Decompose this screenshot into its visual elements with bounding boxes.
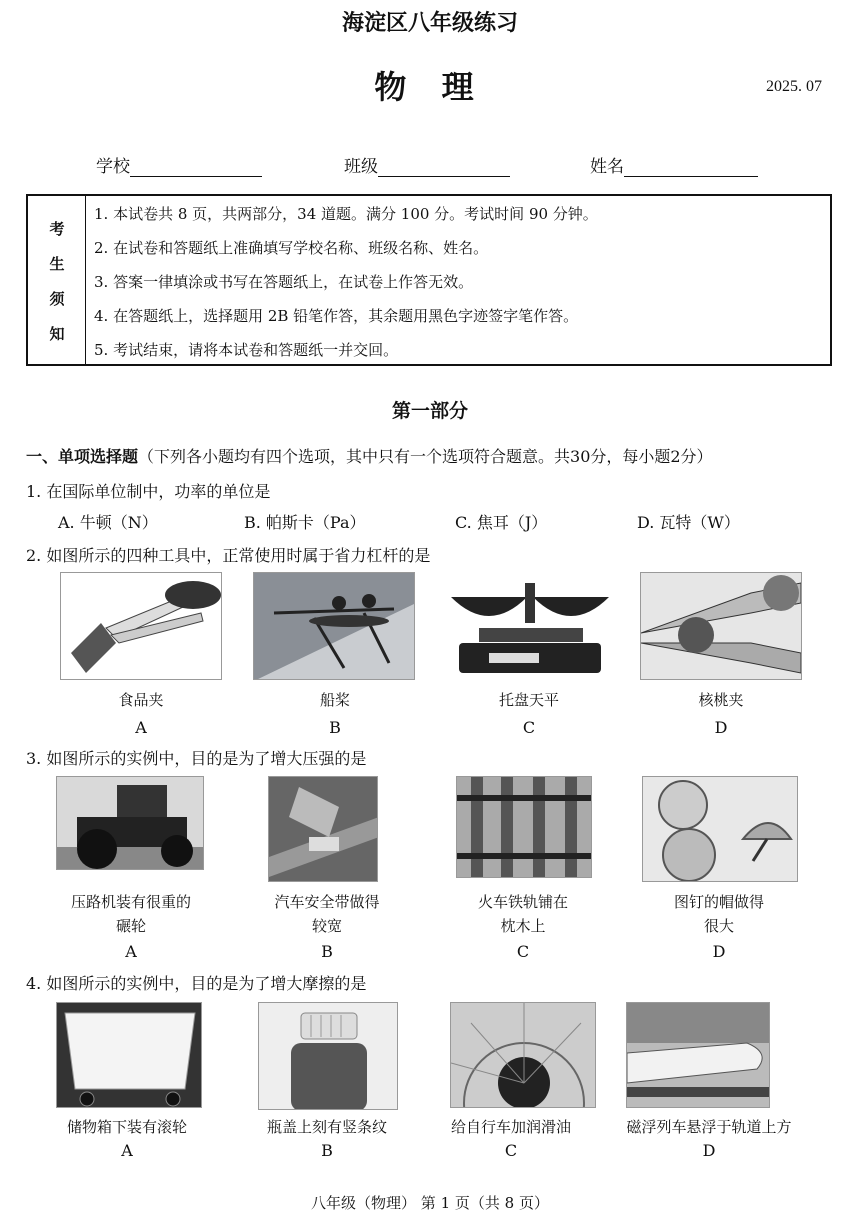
- nutcracker-image: [640, 572, 802, 680]
- notice-item: 5. 考试结束，请将本试卷和答题纸一并交回。: [94, 341, 399, 359]
- thumbtack-image: [642, 776, 798, 882]
- q1-option-d: D. 瓦特（W）: [637, 513, 740, 532]
- q3-letter-a: A: [125, 942, 137, 961]
- notice-side-char: 知: [49, 325, 65, 343]
- notice-item: 4. 在答题纸上，选择题用 2B 铅笔作答，其余题用黑色字迹签字笔作答。: [94, 307, 579, 325]
- name-blank: [624, 159, 758, 177]
- bicycle-oil-image: [450, 1002, 596, 1108]
- q4-caption-d: 磁浮列车悬浮于轨道上方: [626, 1118, 792, 1136]
- q3-letter-d: D: [712, 942, 726, 961]
- q1-option-b: B. 帕斯卡（Pa）: [244, 513, 366, 532]
- q3-caption-b-line1: 汽车安全带做得: [274, 893, 380, 911]
- name-label: 姓名: [590, 157, 624, 177]
- class-label: 班级: [344, 157, 378, 177]
- q1-option-a: A. 牛顿（N）: [58, 513, 158, 532]
- q3-caption-d-line2: 很大: [703, 917, 734, 935]
- q4-caption-a: 储物箱下装有滚轮: [66, 1118, 187, 1136]
- q1-option-c: C. 焦耳（J）: [455, 513, 548, 532]
- q2-caption-b: 船桨: [319, 691, 350, 709]
- notice-item: 2. 在试卷和答题纸上准确填写学校名称、班级名称、姓名。: [94, 239, 489, 257]
- class-field: [344, 152, 510, 177]
- q3-caption-a-line2: 碾轮: [115, 917, 146, 935]
- exam-title: 海淀区八年级练习: [341, 10, 518, 36]
- q3-letter-b: B: [321, 942, 333, 961]
- q2-caption-c: 托盘天平: [498, 691, 559, 709]
- q1-stem: 1. 在国际单位制中，功率的单位是: [26, 482, 271, 501]
- q3-stem: 3. 如图所示的实例中，目的是为了增大压强的是: [26, 749, 367, 768]
- q4-letter-c: C: [504, 1141, 518, 1160]
- q3-caption-d-line1: 图钉的帽做得: [673, 893, 764, 911]
- section-heading: [26, 444, 713, 467]
- school-blank: [130, 159, 262, 177]
- section-title: 一、单项选择题: [26, 447, 139, 466]
- q4-stem: 4. 如图所示的实例中，目的是为了增大摩擦的是: [26, 974, 367, 993]
- seatbelt-image: [268, 776, 378, 882]
- bottle-cap-image: [258, 1002, 398, 1110]
- school-label: 学校: [96, 157, 130, 177]
- notice-side-label: [28, 196, 86, 364]
- rowing-oar-image: [253, 572, 415, 680]
- q3-caption-a-line1: 压路机装有很重的: [70, 893, 191, 911]
- food-tongs-image: [60, 572, 222, 680]
- storage-box-image: [56, 1002, 202, 1108]
- q2-letter-d: D: [714, 718, 728, 737]
- q2-letter-a: A: [135, 718, 147, 737]
- q4-letter-d: D: [702, 1141, 716, 1160]
- q4-caption-b: 瓶盖上刻有竖条纹: [266, 1118, 387, 1136]
- school-field: [96, 152, 262, 177]
- railway-sleepers-image: [456, 776, 592, 878]
- notice-item: 1. 本试卷共 8 页，共两部分，34 道题。满分 100 分。考试时间 90 分钟。: [94, 205, 598, 223]
- q4-letter-a: A: [121, 1141, 133, 1160]
- q2-letter-b: B: [329, 718, 341, 737]
- notice-item: 3. 答案一律填涂或书写在答题纸上，在试卷上作答无效。: [94, 273, 474, 291]
- section-note: （下列各小题均有四个选项，其中只有一个选项符合题意。共30分，每小题2分）: [138, 447, 713, 466]
- notice-side-char: 须: [49, 290, 65, 308]
- notice-box: [26, 194, 832, 366]
- q2-caption-a: 食品夹: [118, 691, 164, 709]
- q3-caption-b-line2: 较宽: [311, 917, 342, 935]
- page-footer: 八年级（物理） 第 1 页（共 8 页）: [311, 1194, 549, 1212]
- notice-side-char: 考: [49, 220, 65, 238]
- part-title: 第一部分: [391, 400, 468, 422]
- q2-caption-d: 核桃夹: [698, 691, 744, 709]
- q4-letter-b: B: [321, 1141, 333, 1160]
- notice-list: [94, 202, 824, 372]
- notice-side-char: 生: [49, 255, 65, 273]
- q3-caption-c-line1: 火车铁轨铺在: [477, 893, 568, 911]
- balance-scale-image: [448, 572, 610, 680]
- subject-title: 物 理: [374, 68, 486, 106]
- road-roller-image: [56, 776, 204, 870]
- q2-letter-c: C: [522, 718, 536, 737]
- q3-letter-c: C: [516, 942, 530, 961]
- class-blank: [378, 159, 510, 177]
- maglev-train-image: [626, 1002, 770, 1108]
- q3-caption-c-line2: 枕木上: [500, 917, 546, 935]
- name-field: [590, 152, 758, 177]
- q2-stem: 2. 如图所示的四种工具中，正常使用时属于省力杠杆的是: [26, 546, 431, 565]
- exam-date: 2025. 07: [766, 78, 822, 95]
- q4-caption-c: 给自行车加润滑油: [450, 1118, 571, 1136]
